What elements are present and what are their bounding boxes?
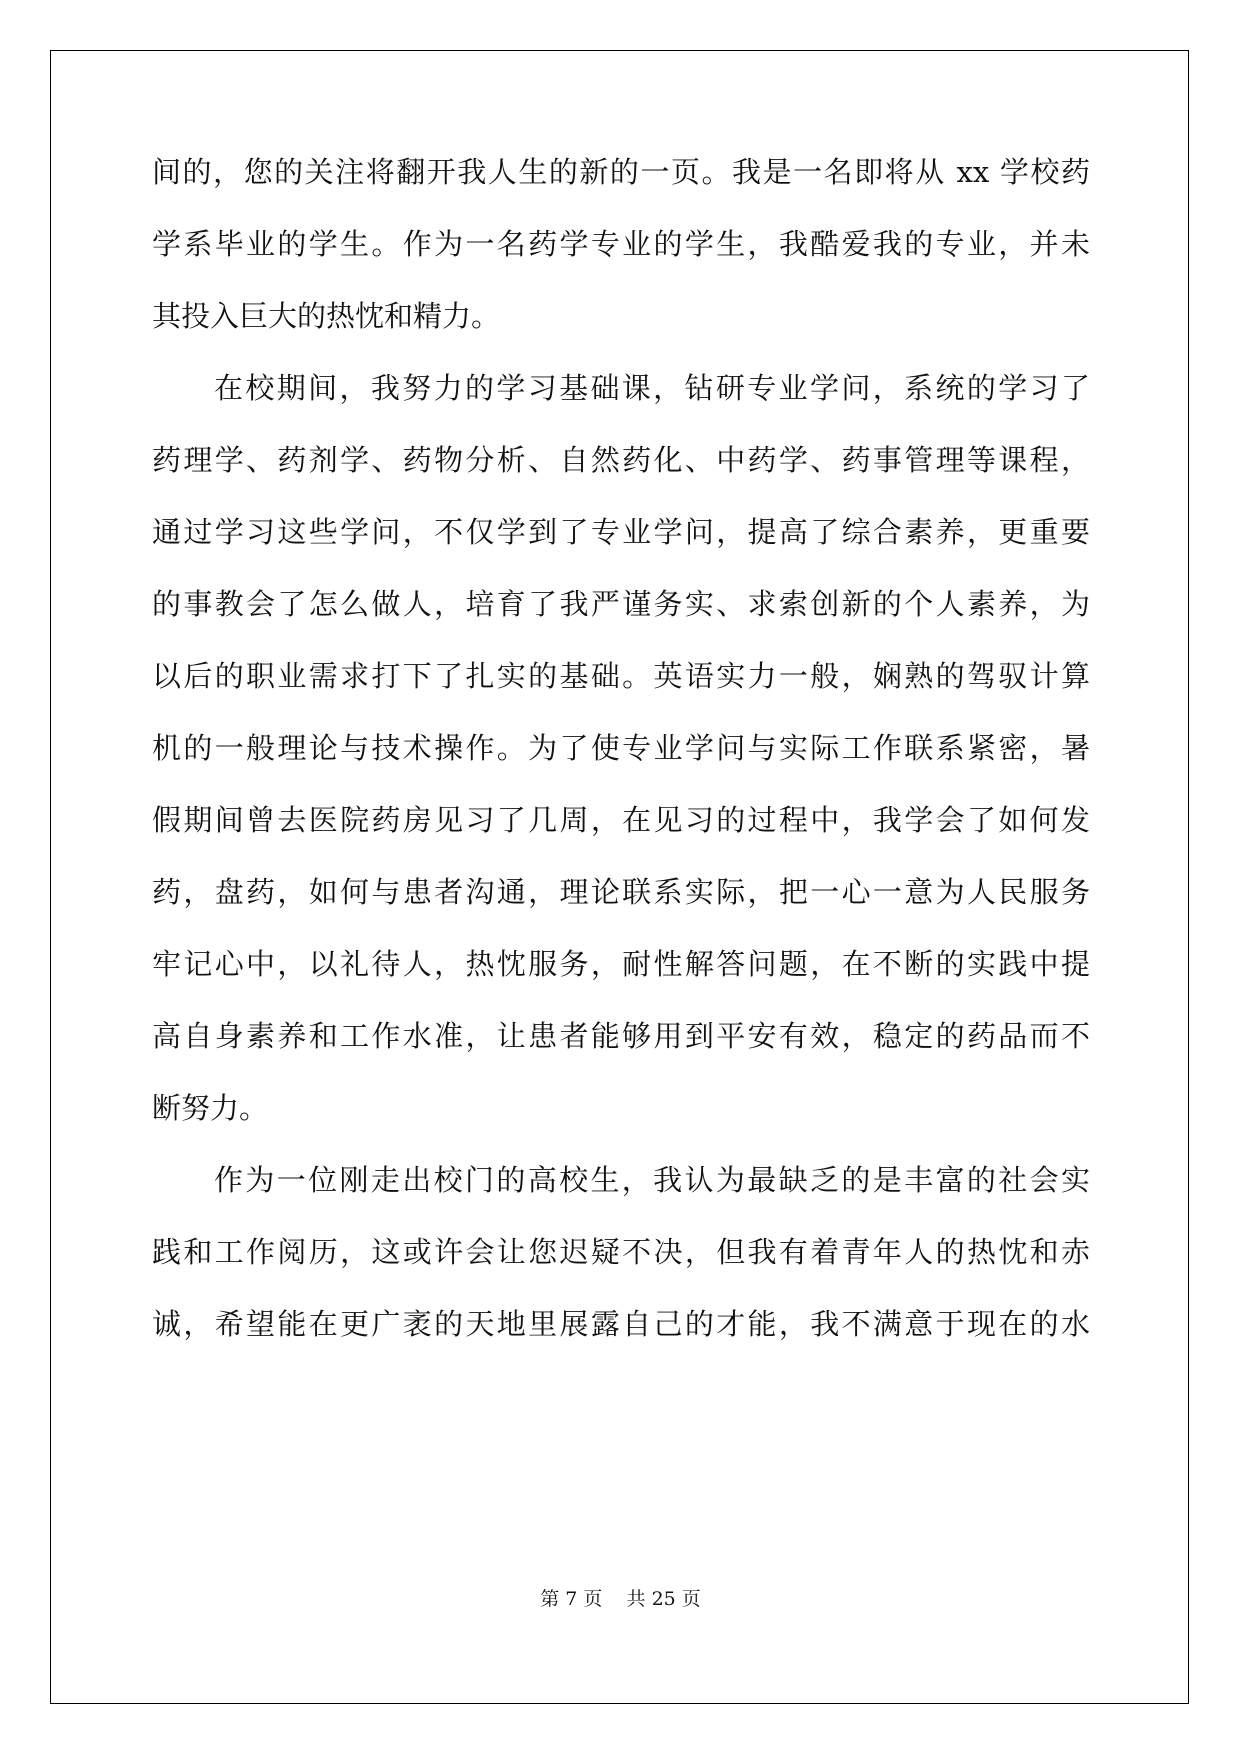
text-line: 作为一位刚走出校门的高校生，我认为最缺乏的是丰富的社会实 bbox=[214, 1163, 1090, 1197]
text-line: 药理学、药剂学、药物分析、自然药化、中药学、药事管理等课程， bbox=[152, 443, 1090, 477]
text-line: 通过学习这些学问，不仅学到了专业学问，提高了综合素养，更重要 bbox=[152, 515, 1090, 549]
text-line: 机的一般理论与技术操作。为了使专业学问与实际工作联系紧密，暑 bbox=[152, 731, 1090, 765]
text-line: 以后的职业需求打下了扎实的基础。英语实力一般，娴熟的驾驭计算 bbox=[152, 659, 1090, 693]
text-line: 诚，希望能在更广袤的天地里展露自己的才能，我不满意于现在的水 bbox=[152, 1307, 1090, 1341]
text-line: 其投入巨大的热忱和精力。 bbox=[152, 299, 501, 333]
text-line: 间的，您的关注将翻开我人生的新的一页。我是一名即将从 xx 学校药 bbox=[152, 155, 1090, 189]
text-line: 药，盘药，如何与患者沟通，理论联系实际，把一心一意为人民服务 bbox=[152, 875, 1090, 909]
text-line: 牢记心中，以礼待人，热忱服务，耐性解答问题，在不断的实践中提 bbox=[152, 947, 1090, 981]
page-number-footer: 第 7 页 共 25 页 bbox=[540, 1588, 701, 1610]
text-line: 学系毕业的学生。作为一名药学专业的学生，我酷爱我的专业，并未 bbox=[152, 227, 1090, 261]
text-line: 高自身素养和工作水准，让患者能够用到平安有效，稳定的药品而不 bbox=[152, 1019, 1090, 1053]
text-line: 践和工作阅历，这或许会让您迟疑不决，但我有着青年人的热忱和赤 bbox=[152, 1235, 1090, 1269]
text-line: 的事教会了怎么做人，培育了我严谨务实、求索创新的个人素养，为 bbox=[152, 587, 1090, 621]
text-line: 假期间曾去医院药房见习了几周，在见习的过程中，我学会了如何发 bbox=[152, 803, 1090, 837]
text-line: 断努力。 bbox=[152, 1091, 269, 1125]
text-line: 在校期间，我努力的学习基础课，钻研专业学问，系统的学习了 bbox=[214, 371, 1090, 405]
